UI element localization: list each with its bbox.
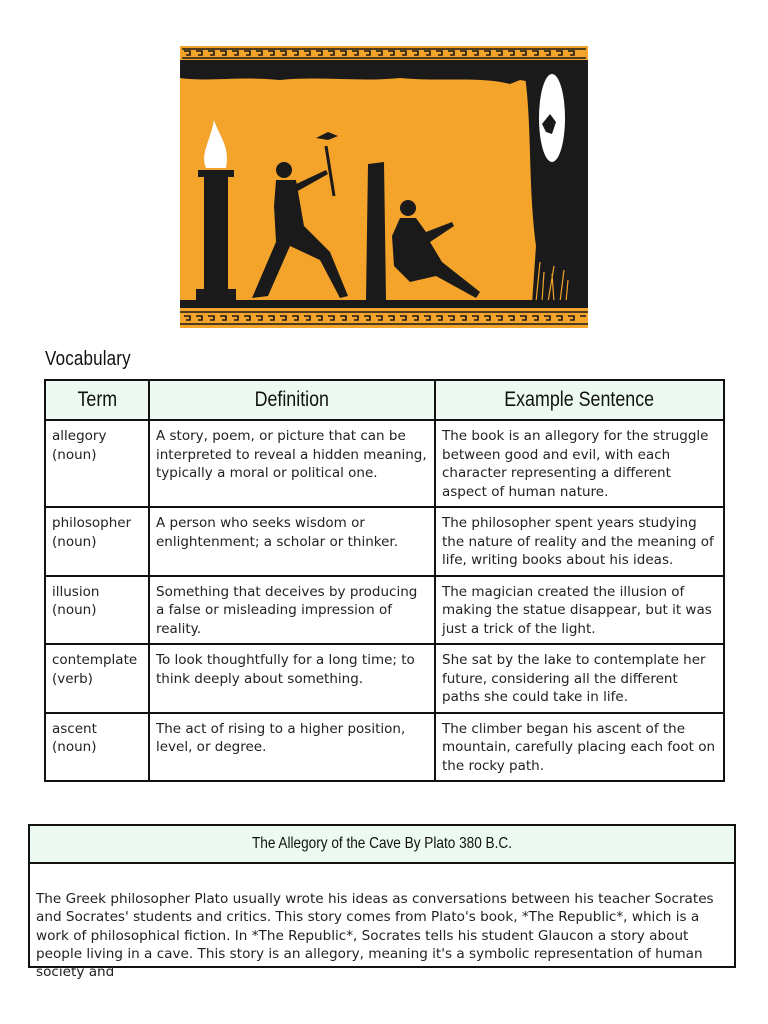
term-cell: allegory (noun) (45, 420, 149, 507)
table-header-row (45, 380, 724, 420)
example-cell: The magician created the illusion of making the statue disappear, but it was just a trick of the light. (435, 576, 724, 645)
reading-passage (28, 824, 736, 981)
cave-allegory-illustration (180, 46, 588, 328)
reading-title: The Allegory of the Cave By Plato 380 B.C. (30, 826, 734, 864)
column-header-definition: Definition (149, 380, 435, 420)
column-header-term: Term (45, 380, 149, 420)
table-row (45, 420, 724, 507)
vocabulary-table (44, 379, 725, 782)
reading-body: The Greek philosopher Plato usually wrote his ideas as conversations between his teacher Socrates and Socrates' students and critics. This story comes from Plato's book, *The Republic*, which is a work of philosophical fiction. In *The Republic*, Socrates tells his student Glaucon a story about people living in a cave. This story is an allegory, meaning it's a symbolic representation of human society and (36, 891, 714, 981)
definition-cell: The act of rising to a higher position, level, or degree. (149, 713, 435, 782)
definition-cell: A story, poem, or picture that can be interpreted to reveal a hidden meaning, typically a moral or political one. (149, 420, 435, 507)
term-cell: illusion (noun) (45, 576, 149, 645)
vocabulary-heading: Vocabulary (45, 348, 131, 370)
definition-cell: A person who seeks wisdom or enlightenment; a scholar or thinker. (149, 507, 435, 576)
example-cell: The climber began his ascent of the mountain, carefully placing each foot on the rocky path. (435, 713, 724, 782)
definition-cell: To look thoughtfully for a long time; to think deeply about something. (149, 644, 435, 713)
example-cell: She sat by the lake to contemplate her future, considering all the different paths she could take in life. (435, 644, 724, 713)
table-row (45, 507, 724, 576)
term-cell: ascent (noun) (45, 713, 149, 782)
table-row (45, 713, 724, 782)
term-cell: contemplate (verb) (45, 644, 149, 713)
table-row (45, 576, 724, 645)
example-cell: The philosopher spent years studying the nature of reality and the meaning of life, writing books about his ideas. (435, 507, 724, 576)
table-row (45, 644, 724, 713)
central-pillar (366, 162, 386, 300)
term-cell: philosopher (noun) (45, 507, 149, 576)
definition-cell: Something that deceives by producing a false or misleading impression of reality. (149, 576, 435, 645)
column-header-example: Example Sentence (435, 380, 724, 420)
example-cell: The book is an allegory for the struggle between good and evil, with each character representing a different aspect of human nature. (435, 420, 724, 507)
